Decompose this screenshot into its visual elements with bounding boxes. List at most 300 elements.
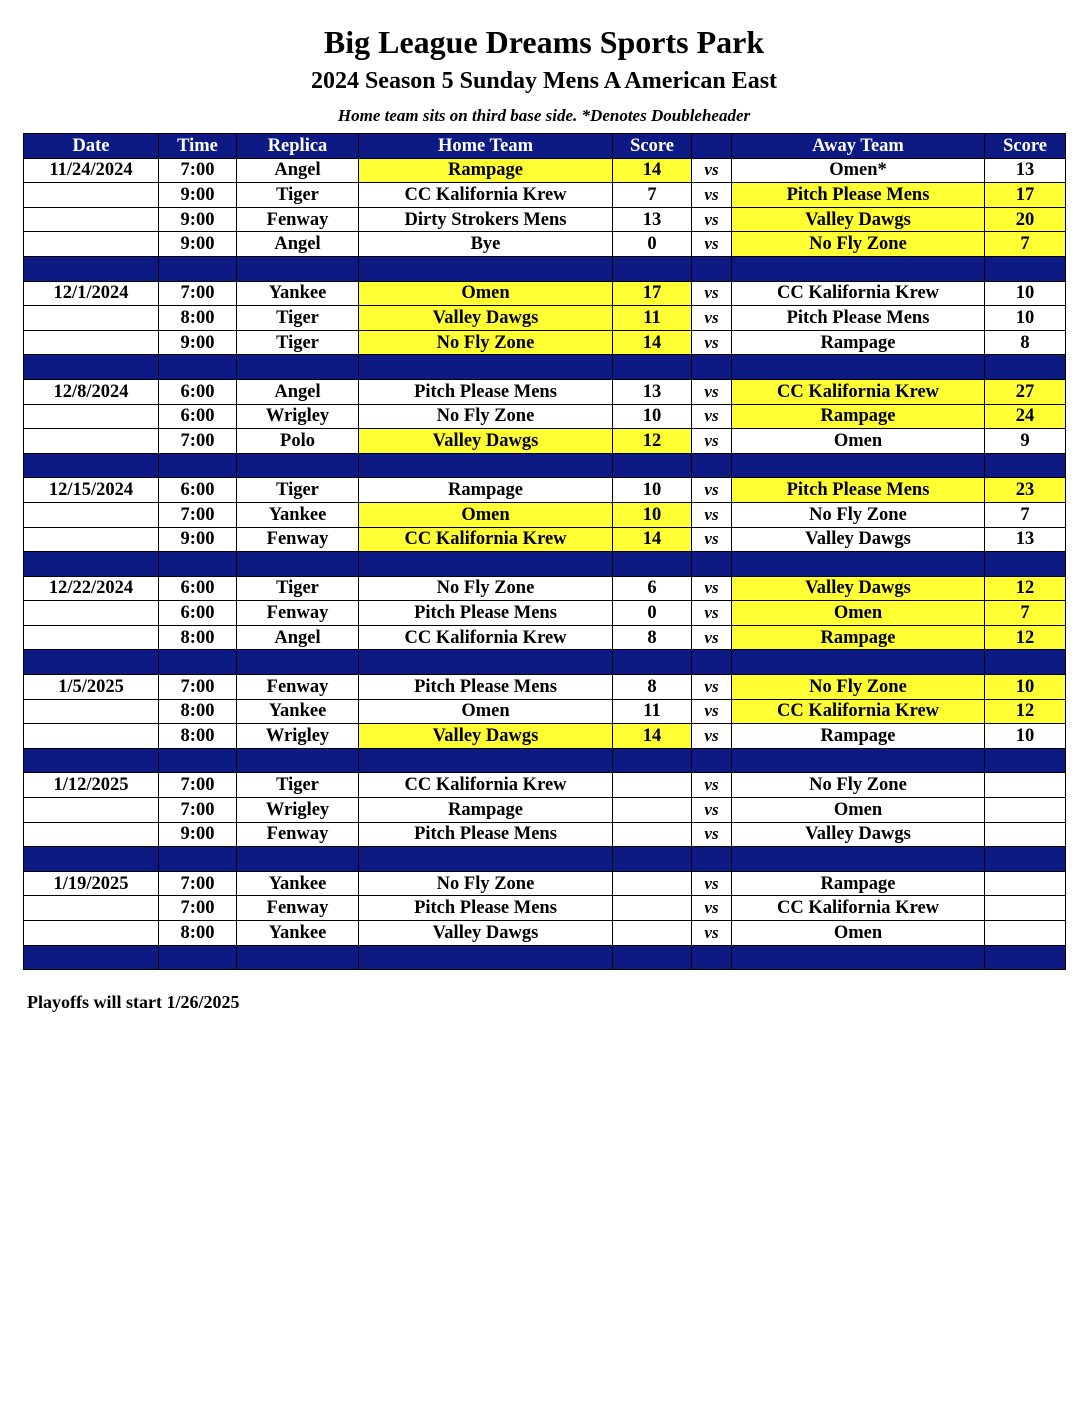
vs-label: vs — [692, 871, 732, 896]
separator-cell — [613, 552, 692, 577]
away-team: Rampage — [732, 330, 985, 355]
separator-cell — [237, 650, 359, 675]
away-score: 24 — [985, 404, 1066, 429]
separator-cell — [732, 355, 985, 380]
week-separator — [24, 650, 1066, 675]
home-team: No Fly Zone — [359, 576, 613, 601]
game-date — [24, 330, 159, 355]
game-date: 1/5/2025 — [24, 675, 159, 700]
game-replica: Fenway — [237, 527, 359, 552]
game-time: 9:00 — [159, 183, 237, 208]
away-score: 12 — [985, 699, 1066, 724]
separator-cell — [24, 847, 159, 872]
home-score: 6 — [613, 576, 692, 601]
away-score: 13 — [985, 158, 1066, 183]
away-score: 7 — [985, 601, 1066, 626]
separator-cell — [692, 552, 732, 577]
away-score: 8 — [985, 330, 1066, 355]
home-team: Omen — [359, 699, 613, 724]
separator-cell — [237, 256, 359, 281]
away-team: Rampage — [732, 625, 985, 650]
home-team: CC Kalifornia Krew — [359, 773, 613, 798]
separator-cell — [613, 748, 692, 773]
home-team: Omen — [359, 281, 613, 306]
game-row — [24, 576, 1066, 601]
game-replica: Wrigley — [237, 798, 359, 823]
vs-label: vs — [692, 281, 732, 306]
game-row — [24, 478, 1066, 503]
separator-cell — [159, 945, 237, 970]
away-team: Omen — [732, 601, 985, 626]
home-team: Pitch Please Mens — [359, 601, 613, 626]
col-header-home-score: Score — [613, 134, 692, 159]
col-header-vs — [692, 134, 732, 159]
vs-label: vs — [692, 478, 732, 503]
separator-cell — [359, 552, 613, 577]
separator-cell — [159, 847, 237, 872]
separator-cell — [237, 453, 359, 478]
col-header-away-score: Score — [985, 134, 1066, 159]
game-time: 6:00 — [159, 576, 237, 601]
away-score: 10 — [985, 306, 1066, 331]
game-replica: Tiger — [237, 773, 359, 798]
vs-label: vs — [692, 625, 732, 650]
away-team: Rampage — [732, 404, 985, 429]
home-score: 14 — [613, 724, 692, 749]
game-row — [24, 871, 1066, 896]
game-replica: Yankee — [237, 281, 359, 306]
playoffs-note: Playoffs will start 1/26/2025 — [27, 992, 240, 1012]
away-team: Pitch Please Mens — [732, 306, 985, 331]
home-score — [613, 798, 692, 823]
game-replica: Tiger — [237, 183, 359, 208]
separator-cell — [159, 748, 237, 773]
game-time: 7:00 — [159, 158, 237, 183]
game-replica: Tiger — [237, 478, 359, 503]
separator-cell — [159, 355, 237, 380]
game-row — [24, 158, 1066, 183]
home-score: 14 — [613, 330, 692, 355]
separator-cell — [985, 847, 1066, 872]
away-team: Rampage — [732, 724, 985, 749]
separator-cell — [985, 453, 1066, 478]
home-team: CC Kalifornia Krew — [359, 183, 613, 208]
separator-cell — [24, 355, 159, 380]
home-score: 7 — [613, 183, 692, 208]
separator-cell — [359, 945, 613, 970]
game-time: 9:00 — [159, 232, 237, 257]
game-time: 8:00 — [159, 921, 237, 946]
separator-cell — [732, 453, 985, 478]
game-time: 7:00 — [159, 502, 237, 527]
home-team: Bye — [359, 232, 613, 257]
separator-cell — [24, 650, 159, 675]
game-row — [24, 527, 1066, 552]
home-score — [613, 921, 692, 946]
vs-label: vs — [692, 675, 732, 700]
game-date — [24, 232, 159, 257]
game-date — [24, 429, 159, 454]
home-team: CC Kalifornia Krew — [359, 527, 613, 552]
away-score: 13 — [985, 527, 1066, 552]
game-date — [24, 699, 159, 724]
game-date — [24, 921, 159, 946]
game-replica: Fenway — [237, 675, 359, 700]
away-score: 27 — [985, 379, 1066, 404]
separator-cell — [24, 552, 159, 577]
week-separator — [24, 945, 1066, 970]
away-team: Pitch Please Mens — [732, 478, 985, 503]
away-team: Omen — [732, 921, 985, 946]
week-separator — [24, 355, 1066, 380]
home-score: 8 — [613, 625, 692, 650]
game-replica: Fenway — [237, 207, 359, 232]
game-row — [24, 625, 1066, 650]
vs-label: vs — [692, 896, 732, 921]
away-team: No Fly Zone — [732, 232, 985, 257]
game-date: 12/1/2024 — [24, 281, 159, 306]
separator-cell — [985, 256, 1066, 281]
col-header-time: Time — [159, 134, 237, 159]
away-score — [985, 921, 1066, 946]
game-row — [24, 232, 1066, 257]
away-score: 20 — [985, 207, 1066, 232]
home-team: CC Kalifornia Krew — [359, 625, 613, 650]
away-score: 7 — [985, 232, 1066, 257]
away-score: 10 — [985, 675, 1066, 700]
away-team: Omen — [732, 798, 985, 823]
separator-cell — [237, 748, 359, 773]
separator-cell — [732, 256, 985, 281]
home-team: Pitch Please Mens — [359, 896, 613, 921]
game-replica: Angel — [237, 379, 359, 404]
home-score: 13 — [613, 379, 692, 404]
separator-cell — [359, 256, 613, 281]
game-time: 6:00 — [159, 478, 237, 503]
away-team: Valley Dawgs — [732, 527, 985, 552]
separator-cell — [359, 847, 613, 872]
vs-label: vs — [692, 429, 732, 454]
home-score — [613, 896, 692, 921]
game-time: 6:00 — [159, 404, 237, 429]
game-row — [24, 379, 1066, 404]
home-score — [613, 871, 692, 896]
game-row — [24, 281, 1066, 306]
game-date: 1/12/2025 — [24, 773, 159, 798]
game-row — [24, 724, 1066, 749]
away-score — [985, 798, 1066, 823]
home-score: 0 — [613, 601, 692, 626]
vs-label: vs — [692, 158, 732, 183]
game-date: 12/15/2024 — [24, 478, 159, 503]
separator-cell — [692, 453, 732, 478]
separator-cell — [732, 847, 985, 872]
separator-cell — [613, 355, 692, 380]
vs-label: vs — [692, 232, 732, 257]
col-header-date: Date — [24, 134, 159, 159]
game-row — [24, 699, 1066, 724]
separator-cell — [985, 945, 1066, 970]
home-team: No Fly Zone — [359, 330, 613, 355]
schedule-note: Home team sits on third base side. *Denotes Doubleheader — [337, 106, 751, 125]
separator-cell — [159, 650, 237, 675]
home-score: 10 — [613, 404, 692, 429]
home-team: No Fly Zone — [359, 404, 613, 429]
game-time: 8:00 — [159, 625, 237, 650]
week-separator — [24, 256, 1066, 281]
game-row — [24, 306, 1066, 331]
game-replica: Angel — [237, 232, 359, 257]
game-time: 6:00 — [159, 379, 237, 404]
game-time: 7:00 — [159, 896, 237, 921]
week-separator — [24, 453, 1066, 478]
separator-cell — [237, 847, 359, 872]
away-team: CC Kalifornia Krew — [732, 699, 985, 724]
separator-cell — [359, 650, 613, 675]
schedule-body — [24, 158, 1066, 970]
game-date — [24, 502, 159, 527]
game-replica: Tiger — [237, 330, 359, 355]
away-team: CC Kalifornia Krew — [732, 281, 985, 306]
home-score: 0 — [613, 232, 692, 257]
separator-cell — [159, 256, 237, 281]
away-team: Valley Dawgs — [732, 822, 985, 847]
game-date — [24, 207, 159, 232]
game-replica: Angel — [237, 158, 359, 183]
vs-label: vs — [692, 330, 732, 355]
away-score — [985, 871, 1066, 896]
vs-label: vs — [692, 798, 732, 823]
game-time: 9:00 — [159, 207, 237, 232]
game-time: 8:00 — [159, 724, 237, 749]
game-date: 1/19/2025 — [24, 871, 159, 896]
game-date — [24, 822, 159, 847]
game-time: 7:00 — [159, 281, 237, 306]
game-time: 7:00 — [159, 871, 237, 896]
page-subtitle: 2024 Season 5 Sunday Mens A American East — [310, 68, 778, 94]
game-time: 9:00 — [159, 527, 237, 552]
home-score: 10 — [613, 502, 692, 527]
separator-cell — [692, 748, 732, 773]
game-row — [24, 921, 1066, 946]
game-time: 7:00 — [159, 429, 237, 454]
separator-cell — [237, 355, 359, 380]
game-row — [24, 429, 1066, 454]
away-score: 23 — [985, 478, 1066, 503]
home-score: 11 — [613, 699, 692, 724]
game-replica: Fenway — [237, 822, 359, 847]
home-team: Rampage — [359, 478, 613, 503]
game-time: 8:00 — [159, 699, 237, 724]
home-team: Pitch Please Mens — [359, 822, 613, 847]
game-date — [24, 183, 159, 208]
home-team: No Fly Zone — [359, 871, 613, 896]
home-team: Valley Dawgs — [359, 921, 613, 946]
home-score: 17 — [613, 281, 692, 306]
home-score: 8 — [613, 675, 692, 700]
separator-cell — [613, 847, 692, 872]
game-row — [24, 675, 1066, 700]
separator-cell — [613, 256, 692, 281]
separator-cell — [692, 847, 732, 872]
game-row — [24, 601, 1066, 626]
away-team: No Fly Zone — [732, 502, 985, 527]
game-time: 7:00 — [159, 675, 237, 700]
away-team: Valley Dawgs — [732, 207, 985, 232]
col-header-replica: Replica — [237, 134, 359, 159]
vs-label: vs — [692, 601, 732, 626]
separator-cell — [732, 945, 985, 970]
game-date — [24, 724, 159, 749]
home-team: Dirty Strokers Mens — [359, 207, 613, 232]
home-score — [613, 822, 692, 847]
game-replica: Yankee — [237, 502, 359, 527]
vs-label: vs — [692, 724, 732, 749]
game-replica: Tiger — [237, 576, 359, 601]
game-replica: Yankee — [237, 871, 359, 896]
game-date: 12/22/2024 — [24, 576, 159, 601]
home-score: 11 — [613, 306, 692, 331]
home-team: Valley Dawgs — [359, 306, 613, 331]
away-score: 12 — [985, 576, 1066, 601]
away-team: CC Kalifornia Krew — [732, 379, 985, 404]
away-team: No Fly Zone — [732, 773, 985, 798]
game-row — [24, 207, 1066, 232]
away-score: 10 — [985, 724, 1066, 749]
game-date — [24, 896, 159, 921]
game-replica: Tiger — [237, 306, 359, 331]
away-score: 17 — [985, 183, 1066, 208]
away-team: Pitch Please Mens — [732, 183, 985, 208]
away-team: No Fly Zone — [732, 675, 985, 700]
separator-cell — [692, 355, 732, 380]
game-date — [24, 798, 159, 823]
separator-cell — [159, 552, 237, 577]
separator-cell — [985, 748, 1066, 773]
game-replica: Yankee — [237, 921, 359, 946]
separator-cell — [613, 453, 692, 478]
game-row — [24, 822, 1066, 847]
separator-cell — [237, 945, 359, 970]
away-score: 12 — [985, 625, 1066, 650]
separator-cell — [359, 748, 613, 773]
game-replica: Fenway — [237, 601, 359, 626]
vs-label: vs — [692, 527, 732, 552]
col-header-home-team: Home Team — [359, 134, 613, 159]
game-time: 9:00 — [159, 822, 237, 847]
separator-cell — [692, 256, 732, 281]
vs-label: vs — [692, 502, 732, 527]
vs-label: vs — [692, 404, 732, 429]
game-row — [24, 896, 1066, 921]
game-time: 6:00 — [159, 601, 237, 626]
vs-label: vs — [692, 921, 732, 946]
away-team: Rampage — [732, 871, 985, 896]
header-row — [24, 134, 1066, 159]
home-score: 10 — [613, 478, 692, 503]
game-date: 11/24/2024 — [24, 158, 159, 183]
vs-label: vs — [692, 207, 732, 232]
separator-cell — [613, 945, 692, 970]
home-team: Pitch Please Mens — [359, 675, 613, 700]
game-date — [24, 306, 159, 331]
separator-cell — [692, 945, 732, 970]
game-time: 9:00 — [159, 330, 237, 355]
vs-label: vs — [692, 822, 732, 847]
home-team: Rampage — [359, 798, 613, 823]
game-date: 12/8/2024 — [24, 379, 159, 404]
separator-cell — [613, 650, 692, 675]
separator-cell — [159, 453, 237, 478]
game-time: 7:00 — [159, 773, 237, 798]
away-score: 7 — [985, 502, 1066, 527]
game-date — [24, 601, 159, 626]
week-separator — [24, 552, 1066, 577]
home-score: 12 — [613, 429, 692, 454]
col-header-away-team: Away Team — [732, 134, 985, 159]
separator-cell — [985, 650, 1066, 675]
game-date — [24, 625, 159, 650]
away-score — [985, 896, 1066, 921]
away-score: 9 — [985, 429, 1066, 454]
game-row — [24, 330, 1066, 355]
separator-cell — [24, 945, 159, 970]
home-score — [613, 773, 692, 798]
separator-cell — [985, 355, 1066, 380]
vs-label: vs — [692, 379, 732, 404]
vs-label: vs — [692, 183, 732, 208]
page-title: Big League Dreams Sports Park — [323, 24, 765, 60]
separator-cell — [985, 552, 1066, 577]
separator-cell — [24, 453, 159, 478]
game-date — [24, 527, 159, 552]
vs-label: vs — [692, 306, 732, 331]
away-score — [985, 773, 1066, 798]
away-team: Omen* — [732, 158, 985, 183]
home-team: Pitch Please Mens — [359, 379, 613, 404]
away-team: CC Kalifornia Krew — [732, 896, 985, 921]
separator-cell — [359, 355, 613, 380]
separator-cell — [732, 650, 985, 675]
separator-cell — [359, 453, 613, 478]
home-team: Omen — [359, 502, 613, 527]
game-time: 8:00 — [159, 306, 237, 331]
game-replica: Yankee — [237, 699, 359, 724]
game-replica: Angel — [237, 625, 359, 650]
game-row — [24, 773, 1066, 798]
home-score: 13 — [613, 207, 692, 232]
separator-cell — [692, 650, 732, 675]
game-replica: Fenway — [237, 896, 359, 921]
game-row — [24, 502, 1066, 527]
home-score: 14 — [613, 158, 692, 183]
game-replica: Wrigley — [237, 404, 359, 429]
game-row — [24, 404, 1066, 429]
game-replica: Polo — [237, 429, 359, 454]
game-time: 7:00 — [159, 798, 237, 823]
vs-label: vs — [692, 773, 732, 798]
game-row — [24, 183, 1066, 208]
game-replica: Wrigley — [237, 724, 359, 749]
separator-cell — [24, 256, 159, 281]
week-separator — [24, 748, 1066, 773]
separator-cell — [237, 552, 359, 577]
away-score: 10 — [985, 281, 1066, 306]
separator-cell — [732, 748, 985, 773]
home-score: 14 — [613, 527, 692, 552]
home-team: Rampage — [359, 158, 613, 183]
game-date — [24, 404, 159, 429]
